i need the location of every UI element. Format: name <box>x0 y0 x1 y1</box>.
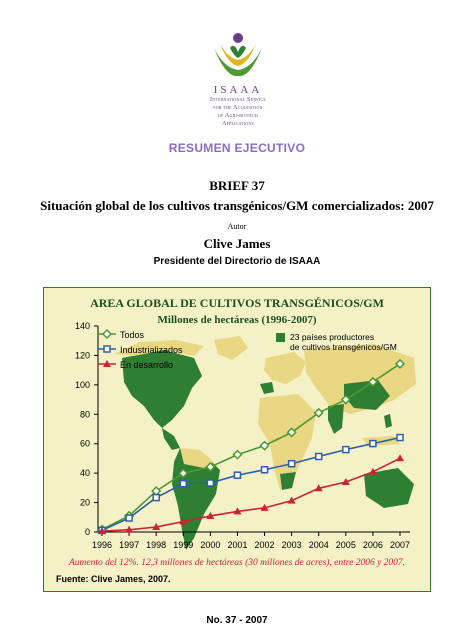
legend-todos <box>98 330 145 340</box>
y-tick-label: 100 <box>74 379 90 390</box>
y-tick-label: 140 <box>74 321 90 331</box>
marker-desarrollo <box>396 454 404 461</box>
series-line-2 <box>102 458 400 531</box>
x-ticks <box>92 532 410 550</box>
x-tick-label: 2000 <box>200 540 221 550</box>
marker-todos <box>233 451 241 459</box>
legend-map <box>276 332 397 352</box>
legend-industrializados <box>98 345 183 355</box>
legend-desarrollo <box>98 360 173 370</box>
chart-title: AREA GLOBAL DE CULTIVOS TRANSGÉNICOS/GM <box>90 296 384 310</box>
x-tick-label: 2007 <box>389 540 411 550</box>
isaaa-logo-graphic <box>206 28 270 80</box>
marker-todos <box>261 442 269 450</box>
gm-area-chart <box>43 287 431 592</box>
x-tick-label: 2005 <box>335 540 356 550</box>
x-tick-label: 1996 <box>91 540 113 550</box>
y-tick-label: 0 <box>84 527 90 537</box>
legend-todos-label: Todos <box>120 330 145 340</box>
marker-industrializados <box>234 472 240 478</box>
organization-name <box>190 84 286 128</box>
marker-industrializados <box>207 480 213 486</box>
x-tick-label: 1999 <box>173 540 194 550</box>
marker-industrializados <box>397 435 403 441</box>
map-south-africa <box>280 472 296 490</box>
author-role: Presidente del Directorio de ISAAA <box>153 256 321 267</box>
legend-todos-marker <box>103 330 111 338</box>
map-central-america <box>162 428 180 450</box>
isaaa-logo <box>206 28 270 80</box>
brief-number: BRIEF 37 <box>209 178 265 193</box>
marker-industrializados <box>262 467 268 473</box>
marker-industrializados <box>126 515 132 521</box>
y-tick-label: 120 <box>74 350 90 361</box>
marker-industrializados <box>343 447 349 453</box>
chart-source: Fuente: Clive James, 2007. <box>56 574 171 584</box>
marker-desarrollo <box>369 468 377 475</box>
x-tick-label: 2006 <box>362 540 383 550</box>
document-footer: No. 37 - 2007 <box>206 615 268 626</box>
x-tick-label: 2001 <box>227 540 248 550</box>
y-ticks <box>75 321 98 537</box>
marker-industrializados <box>316 454 322 460</box>
legend-desarrollo-label: En desarrollo <box>120 360 174 370</box>
legend-industrializados-label: Industrializados <box>120 345 183 355</box>
org-acronym: ISAAA <box>213 84 263 96</box>
section-heading: RESUMEN EJECUTIVO <box>168 141 306 155</box>
y-tick-label: 20 <box>79 497 90 508</box>
legend-industrializados-marker <box>104 346 110 352</box>
org-line-1: International Service <box>209 96 267 103</box>
y-tick-label: 60 <box>79 438 90 449</box>
author-label: Autor <box>227 222 247 231</box>
marker-industrializados <box>370 441 376 447</box>
x-tick-label: 2003 <box>281 540 302 550</box>
map-india <box>328 404 344 434</box>
chart-note: Aumento del 12%. 12,3 millones de hectáreas (30 millones de acres), entre 2006 y 2007. <box>68 558 406 568</box>
x-tick-label: 1997 <box>119 540 140 550</box>
marker-industrializados <box>289 461 295 467</box>
y-tick-label: 40 <box>79 468 90 479</box>
marker-industrializados <box>153 495 159 501</box>
legend-map-label: 23 países productores de cultivos transgénicos/GM <box>290 332 397 352</box>
x-tick-label: 2002 <box>254 540 275 550</box>
org-line-4: Applications <box>222 120 254 127</box>
series-line-1 <box>102 438 400 531</box>
map-spain <box>260 382 274 394</box>
author-name: Clive James <box>203 236 271 251</box>
document-title: Situación global de los cultivos transgénicos/GM comercializados: 2007 <box>40 198 434 213</box>
map-europe <box>264 352 306 384</box>
chart-subtitle: Millones de hectáreas (1996-2007) <box>157 314 317 326</box>
chart-svg <box>44 288 430 591</box>
marker-industrializados <box>180 481 186 487</box>
map-greenland <box>214 336 248 360</box>
y-tick-label: 80 <box>79 409 90 420</box>
org-line-3: of Agri-biotech <box>217 112 259 119</box>
x-tick-label: 1998 <box>146 540 167 550</box>
x-tick-label: 2004 <box>308 540 329 550</box>
legend-map-swatch <box>276 333 285 342</box>
org-line-2: for the Acquisition <box>213 104 263 111</box>
map-philippines <box>384 414 392 428</box>
